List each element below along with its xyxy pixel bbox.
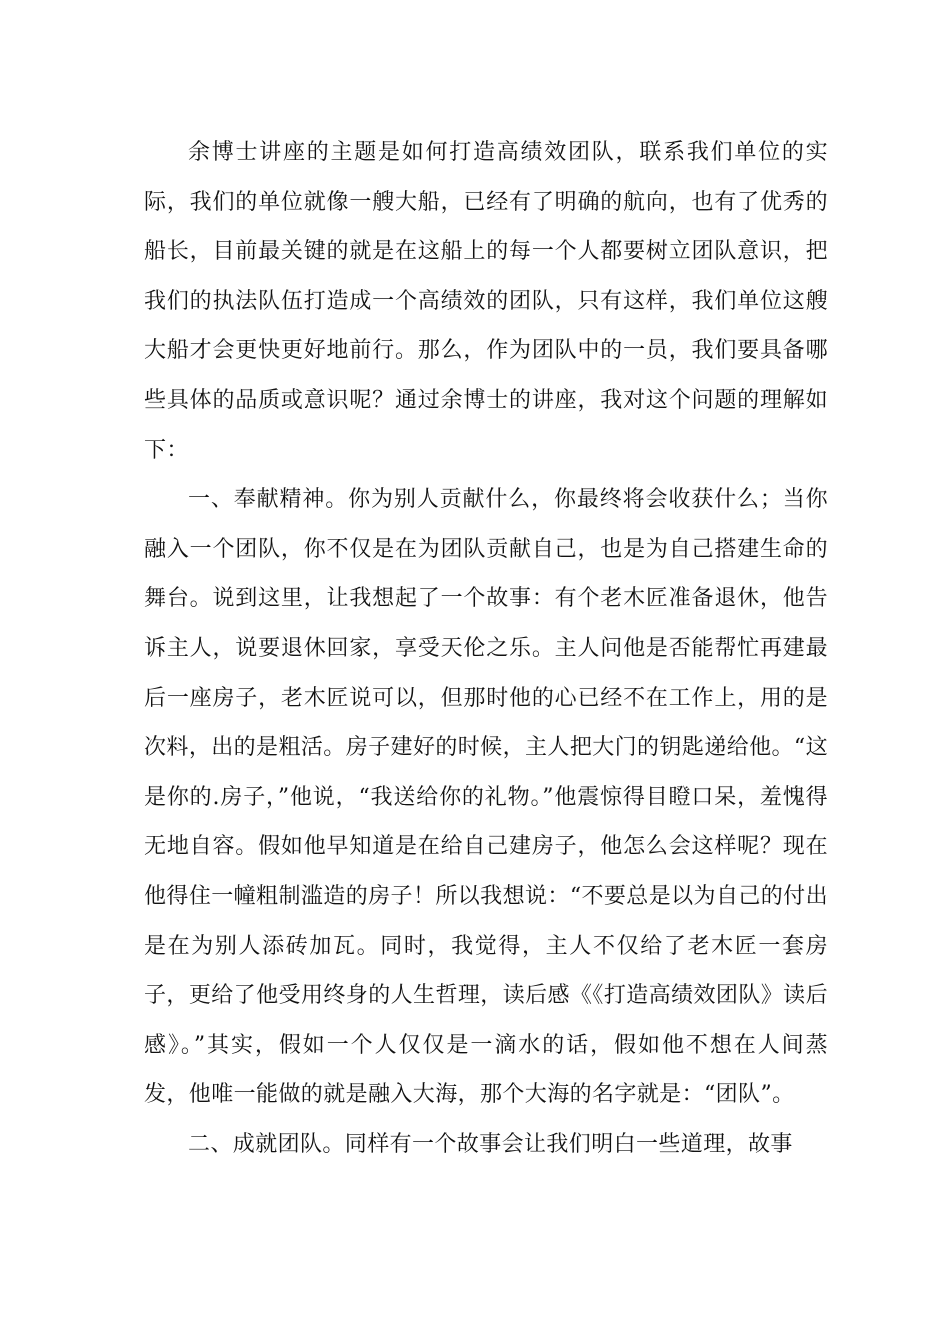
- document-body: [144, 128, 828, 1169]
- paragraph-team-achievement: 二、成就团队。同样有一个故事会让我们明白一些道理，故事: [188, 1131, 793, 1157]
- paragraph-dedication: 一、奉献精神。你为别人贡献什么，你最终将会收获什么；当你融入一个团队，你不仅是在为团队贡献自己，也是为自己搭建生命的舞台。说到这里，让我想起了一个故事：有个老木匠准备退休，他告诉主人，说要退休回家，享受天伦之乐。主人问他是否能帮忙再建最后一座房子，老木匠说可以，但那时他的心已经不在工作上，用的是次料，出的是粗活。房子建好的时候，主人把大门的钥匙递给他。“这是你的.房子，”他说，“我送给你的礼物。”他震惊得目瞪口呆，羞愧得无地自容。假如他早知道是在给自己建房子，他怎么会这样呢？现在他得住一幢粗制滥造的房子！所以我想说：“不要总是以为自己的付出是在为别人添砖加瓦。同时，我觉得，主人不仅给了老木匠一套房子，更给了他受用终身的人生哲理，读后感《《打造高绩效团队》读后感》。”其实，假如一个人仅仅是一滴水的话，假如他不想在人间蒸发，他唯一能做的就是融入大海，那个大海的名字就是：“团队”。: [144, 487, 828, 1108]
- paragraph-intro: 余博士讲座的主题是如何打造高绩效团队，联系我们单位的实际，我们的单位就像一艘大船，已经有了明确的航向，也有了优秀的船长，目前最关键的就是在这船上的每一个人都要树立团队意识，把我们的执法队伍打造成一个高绩效的团队，只有这样，我们单位这艘大船才会更快更好地前行。那么，作为团队中的一员，我们要具备哪些具体的品质或意识呢？通过余博士的讲座，我对这个问题的理解如下：: [144, 140, 828, 463]
